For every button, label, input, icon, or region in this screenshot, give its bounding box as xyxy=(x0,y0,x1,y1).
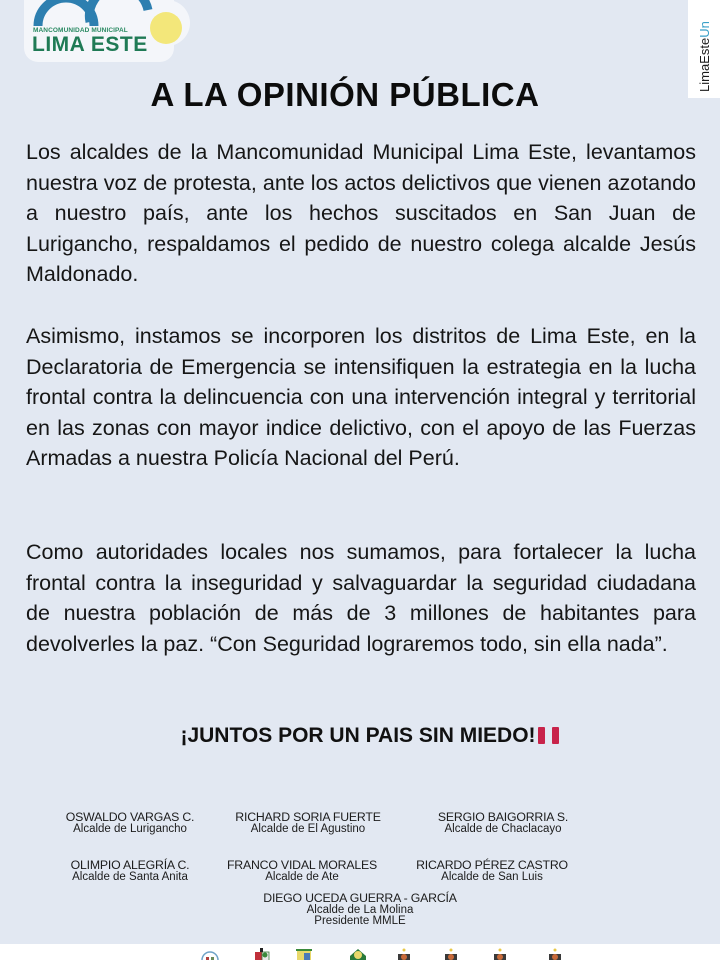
coat-of-arms-icon xyxy=(441,948,461,960)
signatory-name: DIEGO UCEDA GUERRA - GARCÍA xyxy=(263,891,457,905)
signatory-name: RICHARD SORIA FUERTE xyxy=(235,810,381,824)
logo-name: LIMA ESTE xyxy=(32,33,148,56)
signatory-role: Alcalde de San Luis xyxy=(441,871,543,883)
paragraph-1: Los alcaldes de la Mancomunidad Municipal Lima Este, levantamos nuestra voz de protesta, ante los actos delictivos que vienen azotando a nuestro país, ante los hechos suscitados en San Juan de Lurigancho, respaldamos el pedido de nuestro colega alcalde Jesús Maldonado. xyxy=(26,140,696,287)
signatory-role: Alcalde de Lurigancho xyxy=(73,823,187,835)
coat-of-arms-icon xyxy=(394,948,414,960)
municipal-seal-icon xyxy=(348,948,368,960)
municipal-seal-icon xyxy=(294,948,314,960)
signatory-role: Alcalde de Santa Anita xyxy=(72,871,188,883)
signatory-name: RICARDO PÉREZ CASTRO xyxy=(416,858,568,872)
arcs-icon xyxy=(30,0,160,26)
signatory xyxy=(30,811,230,835)
signatory-role: Alcalde de Ate xyxy=(265,871,339,883)
signatory-name: OSWALDO VARGAS C. xyxy=(65,810,195,824)
slogan-text: ¡JUNTOS POR UN PAIS SIN MIEDO! xyxy=(180,724,536,747)
watermark xyxy=(688,0,720,98)
signatory xyxy=(202,859,402,883)
signatory-role: Alcalde de Chaclacayo xyxy=(444,823,562,835)
emblem-strip xyxy=(0,944,720,960)
watermark-text: LimaEste xyxy=(697,37,712,92)
logo-subtitle: MANCOMUNIDAD MUNICIPAL xyxy=(33,27,128,34)
municipal-seal-icon xyxy=(200,948,220,960)
signatory xyxy=(208,811,408,835)
paragraph-3: Como autoridades locales nos sumamos, para fortalecer la lucha frontal contra la inseguridad y salvaguardar la seguridad ciudadana de nuestra población de más de 3 millones de habitantes para devolverles la paz. “Con Seguridad lograremos todo, sin ella nada”. xyxy=(26,540,696,656)
signatory-name: SERGIO BAIGORRIA S. xyxy=(437,810,569,824)
signatory-role: Alcalde de La Molina xyxy=(306,903,414,916)
watermark-accent: Un xyxy=(697,21,712,38)
slogan xyxy=(0,724,720,748)
coat-of-arms-icon xyxy=(490,948,510,960)
paragraph-2: Asimismo, instamos se incorporen los distritos de Lima Este, en la Declaratoria de Emergencia se intensifiquen la estrategia en la lucha frontal contra la delincuencia con una intervención integral y territorial en las zonas con mayor indice delictivo, con el apoyo de las Fuerzas Armadas a nuestra Policía Nacional del Perú. xyxy=(26,324,696,471)
page-title: A LA OPINIÓN PÚBLICA xyxy=(150,76,540,113)
peru-flag-icon xyxy=(538,727,560,744)
signatory-role: Alcalde de El Agustino xyxy=(250,823,366,835)
signatory xyxy=(30,859,230,883)
signatory xyxy=(392,859,592,883)
signatory xyxy=(403,811,603,835)
signatory-president xyxy=(240,893,480,928)
signatory-name: FRANCO VIDAL MORALES xyxy=(227,858,377,872)
signatory-role-2: Presidente MMLE xyxy=(314,915,406,927)
municipal-seal-icon xyxy=(252,948,272,960)
signatory-name: OLIMPIO ALEGRÍA C. xyxy=(70,858,190,872)
coat-of-arms-icon xyxy=(545,948,565,960)
